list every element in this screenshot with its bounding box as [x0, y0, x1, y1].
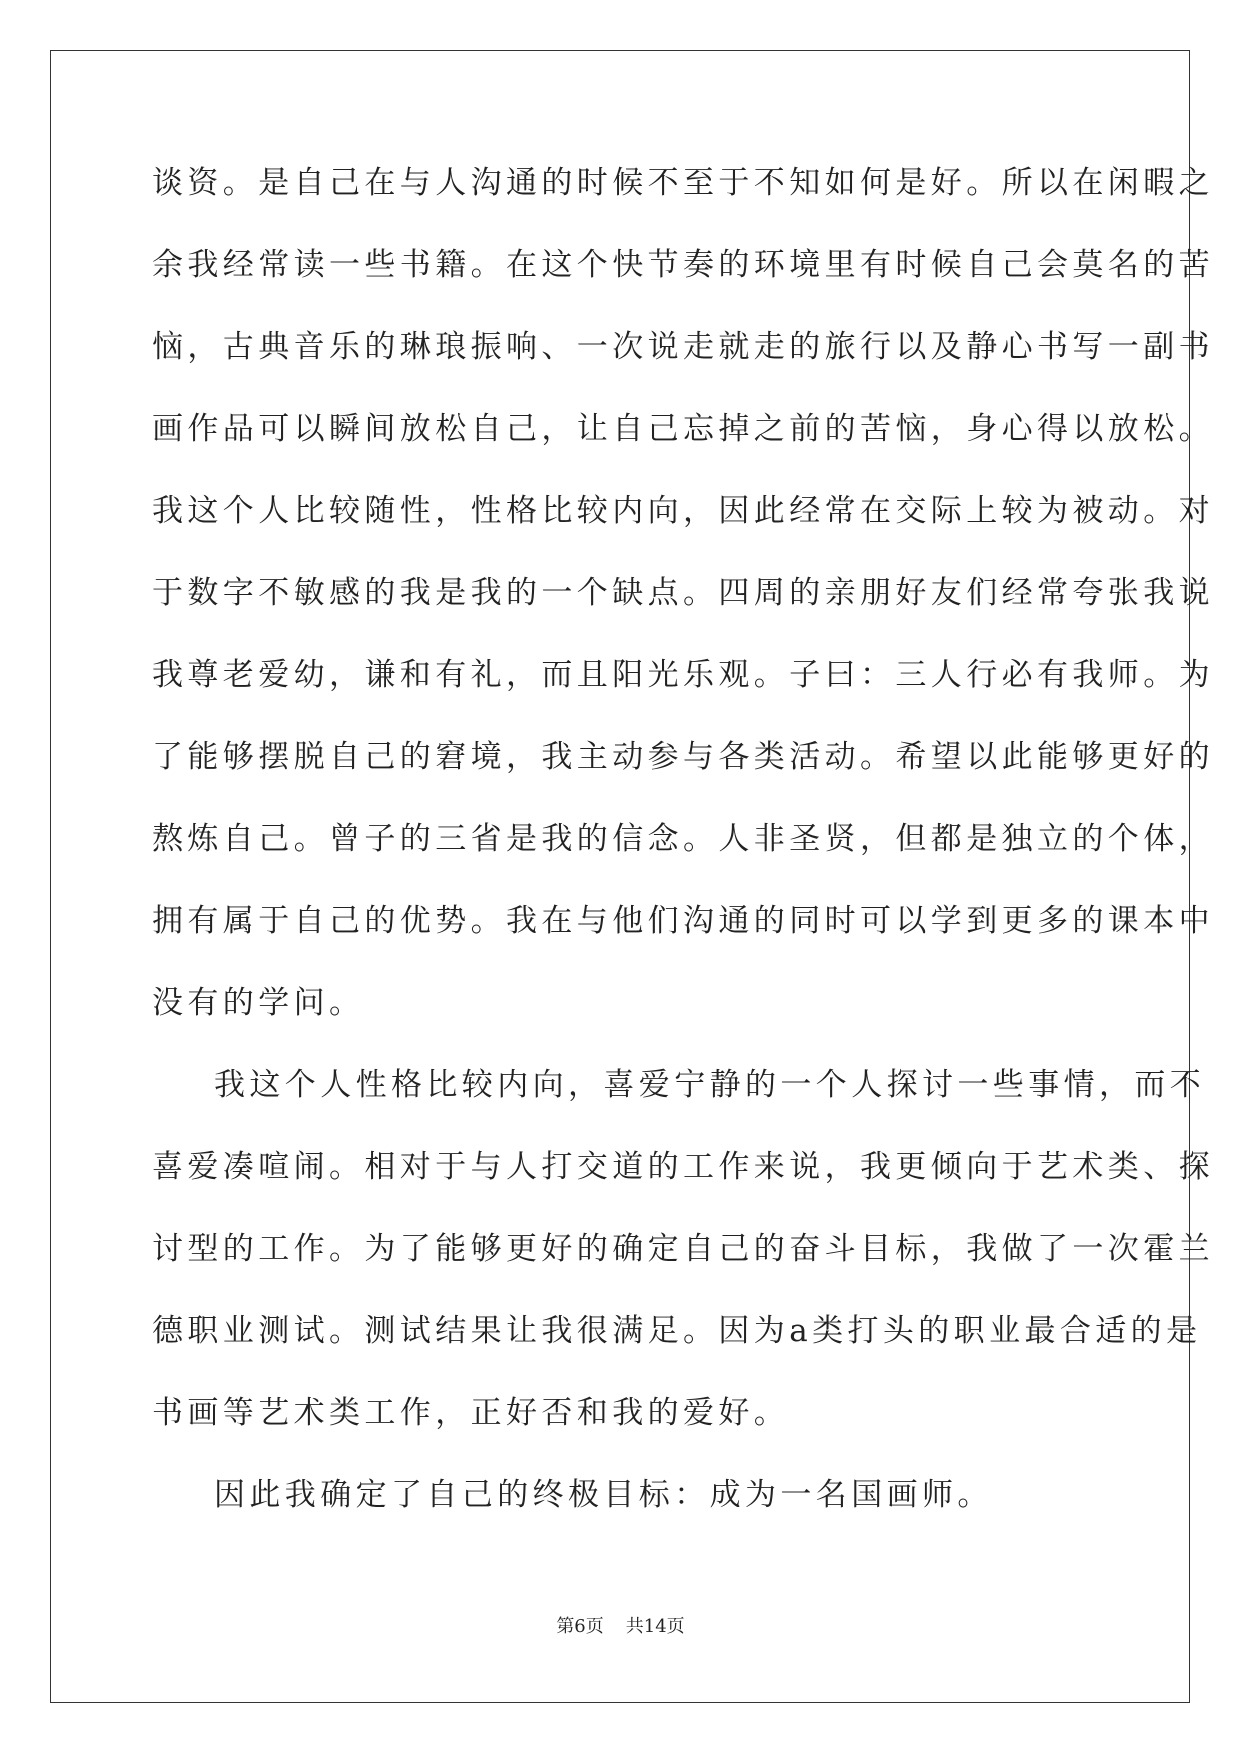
text-line: 画作品可以瞬间放松自己，让自己忘掉之前的苦恼，身心得以放松。 — [152, 411, 1214, 447]
text-line: 我这个人比较随性，性格比较内向，因此经常在交际上较为被动。对 — [152, 493, 1214, 529]
text-line: 谈资。是自己在与人沟通的时候不至于不知如何是好。所以在闲暇之 — [152, 165, 1214, 201]
text-line: 讨型的工作。为了能够更好的确定自己的奋斗目标，我做了一次霍兰 — [152, 1231, 1214, 1267]
text-line: 德职业测试。测试结果让我很满足。因为a类打头的职业最合适的是 — [152, 1313, 1202, 1349]
text-line: 喜爱凑喧闹。相对于与人打交道的工作来说，我更倾向于艺术类、探 — [152, 1149, 1214, 1185]
text-line: 于数字不敏感的我是我的一个缺点。四周的亲朋好友们经常夸张我说 — [152, 575, 1214, 611]
paragraph-first-line: 我这个人性格比较内向，喜爱宁静的一个人探讨一些事情，而不 — [214, 1067, 1206, 1103]
text-line: 熬炼自己。曾子的三省是我的信念。人非圣贤，但都是独立的个体， — [152, 821, 1214, 857]
text-line: 没有的学问。 — [152, 985, 365, 1021]
text-line: 拥有属于自己的优势。我在与他们沟通的同时可以学到更多的课本中 — [152, 903, 1214, 939]
total-pages: 共14页 — [625, 1616, 685, 1637]
paragraph-first-line: 因此我确定了自己的终极目标：成为一名国画师。 — [214, 1477, 993, 1513]
text-line: 恼，古典音乐的琳琅振响、一次说走就走的旅行以及静心书写一副书 — [152, 329, 1214, 365]
text-line: 了能够摆脱自己的窘境，我主动参与各类活动。希望以此能够更好的 — [152, 739, 1214, 775]
text-line: 书画等艺术类工作，正好否和我的爱好。 — [152, 1395, 790, 1431]
current-page-number: 第6页 — [556, 1616, 604, 1637]
page-footer — [0, 1612, 1241, 1638]
text-line: 余我经常读一些书籍。在这个快节奏的环境里有时候自己会莫名的苦 — [152, 247, 1214, 283]
text-line: 我尊老爱幼，谦和有礼，而且阳光乐观。子曰：三人行必有我师。为 — [152, 657, 1214, 693]
document-body — [152, 158, 1214, 1552]
